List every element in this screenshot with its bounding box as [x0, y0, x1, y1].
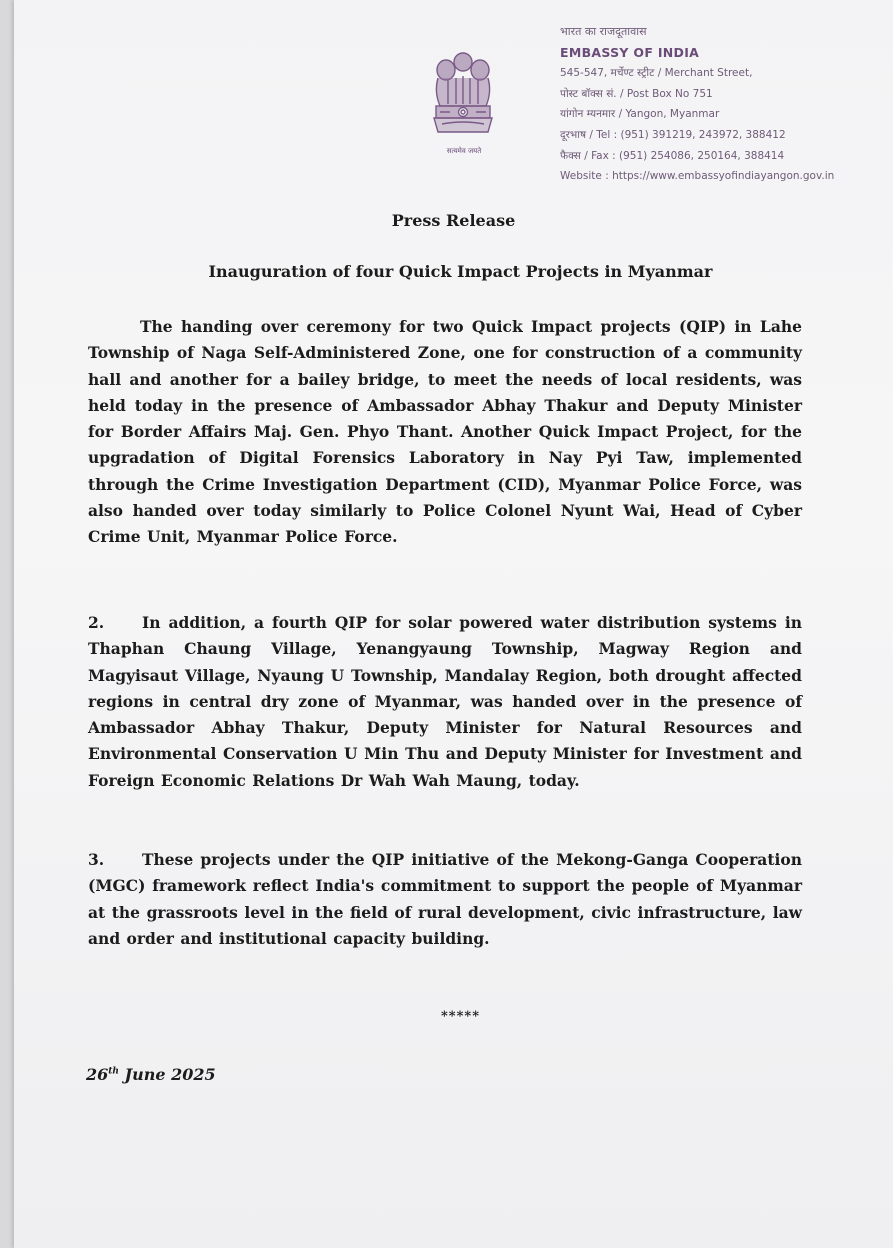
date-suffix: th	[108, 1066, 119, 1077]
embassy-name: EMBASSY OF INDIA	[560, 44, 700, 60]
separator: *****	[441, 1009, 480, 1024]
national-emblem-icon	[428, 48, 498, 160]
release-date	[86, 1065, 216, 1084]
paragraph-3-text: These projects under the QIP initiative of the Mekong-Ganga Cooperation (MGC) framework reflect India's commitment to support the people of Myanmar at the grassroots level in the field of rural development, civic infrastructure, law and order and institutional capacity building.	[88, 850, 802, 948]
document-page	[14, 0, 893, 1248]
address-line-2: पोस्ट बॉक्स सं. / Post Box No 751	[560, 87, 713, 100]
address-line-3: यांगोन म्यनमार / Yangon, Myanmar	[560, 108, 720, 121]
fax: फैक्स / Fax : (951) 254086, 250164, 388414	[560, 149, 785, 162]
date-day: 26	[86, 1065, 109, 1084]
paragraph-1-text: The handing over ceremony for two Quick Impact projects (QIP) in Lahe Township of Naga Self-Administered Zone, one for construction of a community hall and another for a bailey bridge, to meet the needs of local residents, was held today in the presence of Ambassador Abhay Thakur and Deputy Minister for Border Affairs Maj. Gen. Phyo Thant. Another Quick Impact Project, for the upgradation of Digital Forensics Laboratory in Nay Pyi Taw, implemented through the Crime Investigation Department (CID), Myanmar Police Force, was also handed over today similarly to Police Colonel Nyunt Wai, Head of Cyber Crime Unit, Myanmar Police Force.	[88, 317, 802, 547]
paragraph-1	[88, 314, 802, 551]
paragraph-2-text: In addition, a fourth QIP for solar powered water distribution systems in Thaphan Chaung Village, Yenangyaung Township, Magway Region and Magyisaut Village, Nyaung U Township, Mandalay Region, both drought affected regions in central dry zone of Myanmar, was handed over in the presence of Ambassador Abhay Thakur, Deputy Minister for Natural Resources and Environmental Conservation U Min Thu and Deputy Minister for Investment and Foreign Economic Relations Dr Wah Wah Maung, today.	[88, 613, 802, 790]
letterhead	[560, 22, 890, 187]
paragraph-3	[88, 847, 802, 952]
page-subtitle: Inauguration of four Quick Impact Projects in Myanmar	[208, 262, 713, 281]
paragraph-2-number: 2.	[88, 613, 105, 632]
embassy-hindi-name: भारत का राजदूतावास	[560, 25, 647, 38]
emblem-motto: सत्यमेव जयते	[446, 147, 482, 155]
telephone: दूरभाष / Tel : (951) 391219, 243972, 388412	[560, 128, 786, 141]
page-title: Press Release	[391, 211, 516, 230]
address-line-1: 545-547, मर्चेण्ट स्ट्रीट / Merchant Street,	[560, 67, 753, 80]
paragraph-2	[88, 610, 802, 794]
paragraph-3-number: 3.	[88, 850, 105, 869]
website: Website : https://www.embassyofindiayangon.gov.in	[560, 170, 835, 183]
date-month-year: June 2025	[124, 1065, 216, 1084]
